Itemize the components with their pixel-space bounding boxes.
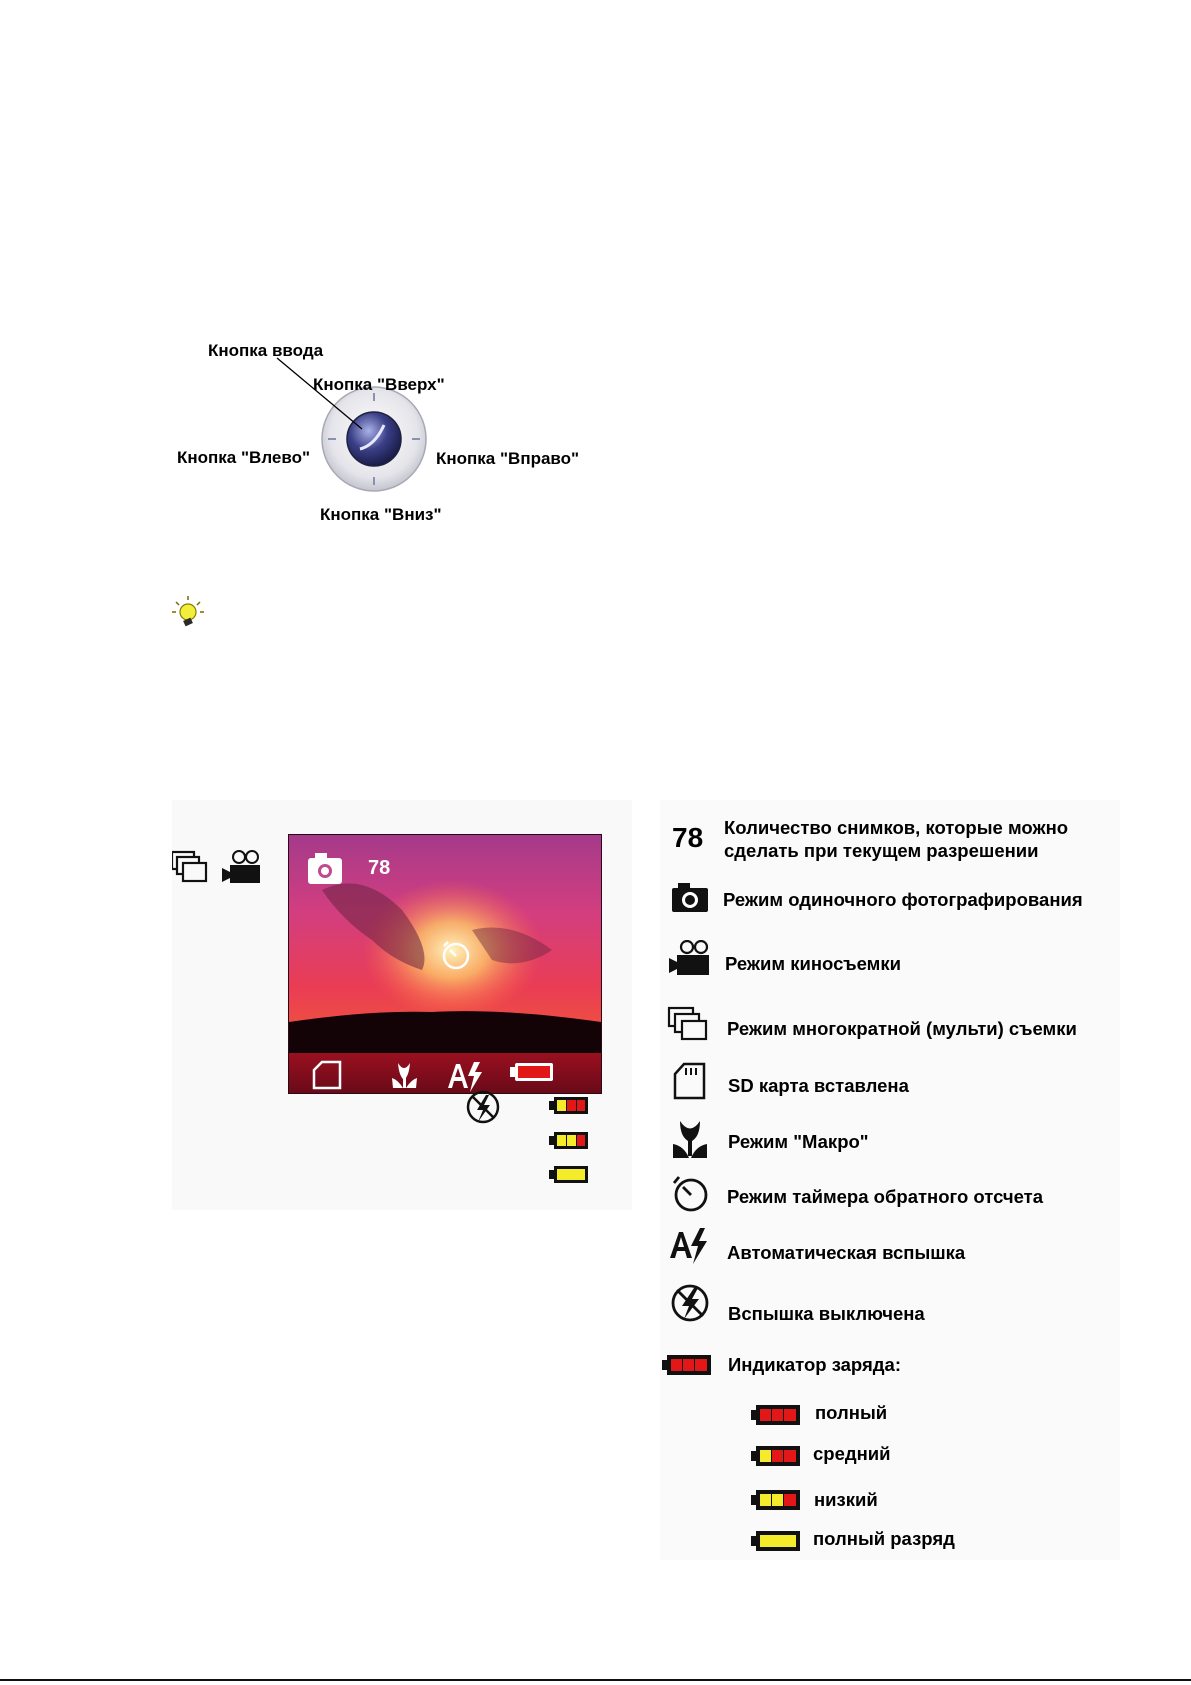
flash-off-icon [669,1282,711,1324]
right-button-label: Кнопка "Вправо" [436,449,580,468]
legend-multi-text: Режим многократной (мульти) съемки [727,1018,1077,1039]
legend-single-text: Режим одиночного фотографирования [723,889,1083,910]
legend-shots-text: Количество снимков, которые можно сделать при текущем разрешении [724,817,1069,861]
footer-rule [0,1679,1191,1681]
legend-battery-text: Индикатор заряда: [728,1354,901,1375]
camera-icon [670,882,710,914]
auto-flash-icon [668,1226,710,1266]
lcd-shots-remaining: 78 [368,857,391,879]
legend [660,800,1120,1560]
battery-level-label-medium: средний [813,1443,891,1464]
legend-flash-off-text: Вспышка выключена [728,1303,925,1324]
movie-camera-icon [667,940,711,976]
down-button-label: Кнопка "Вниз" [320,505,442,524]
up-button-label: Кнопка "Вверх" [313,375,445,394]
enter-button-label: Кнопка ввода [208,341,324,360]
legend-movie-text: Режим киносъемки [725,953,901,974]
battery-level-empty [549,1166,588,1183]
battery-empty-icon [751,1529,801,1553]
battery-full-icon [751,1403,801,1427]
lcd-battery-icon [510,1063,553,1081]
battery-level-medium [549,1097,588,1114]
battery-low-icon [751,1488,801,1512]
legend-sd-text: SD карта вставлена [728,1075,909,1096]
legend-auto-flash-text: Автоматическая вспышка [727,1242,966,1263]
macro-icon [670,1118,710,1160]
self-timer-icon [670,1173,710,1213]
battery-level-low [549,1132,588,1149]
legend-shots-value: 78 [672,822,704,853]
legend-timer-text: Режим таймера обратного отсчета [727,1186,1044,1207]
sd-card-icon [672,1062,708,1102]
lightbulb-icon [170,594,206,630]
battery-level-label-full: полный [815,1402,888,1423]
legend-macro-text: Режим "Макро" [728,1131,869,1152]
left-button-label: Кнопка "Влево" [177,448,311,467]
multi-shot-icon [667,1006,711,1042]
battery-level-label-low: низкий [814,1489,878,1510]
lcd-illustration [172,800,632,1210]
battery-medium-icon [751,1444,801,1468]
battery-level-label-empty: полный разряд [813,1528,955,1549]
battery-icon [662,1353,712,1377]
